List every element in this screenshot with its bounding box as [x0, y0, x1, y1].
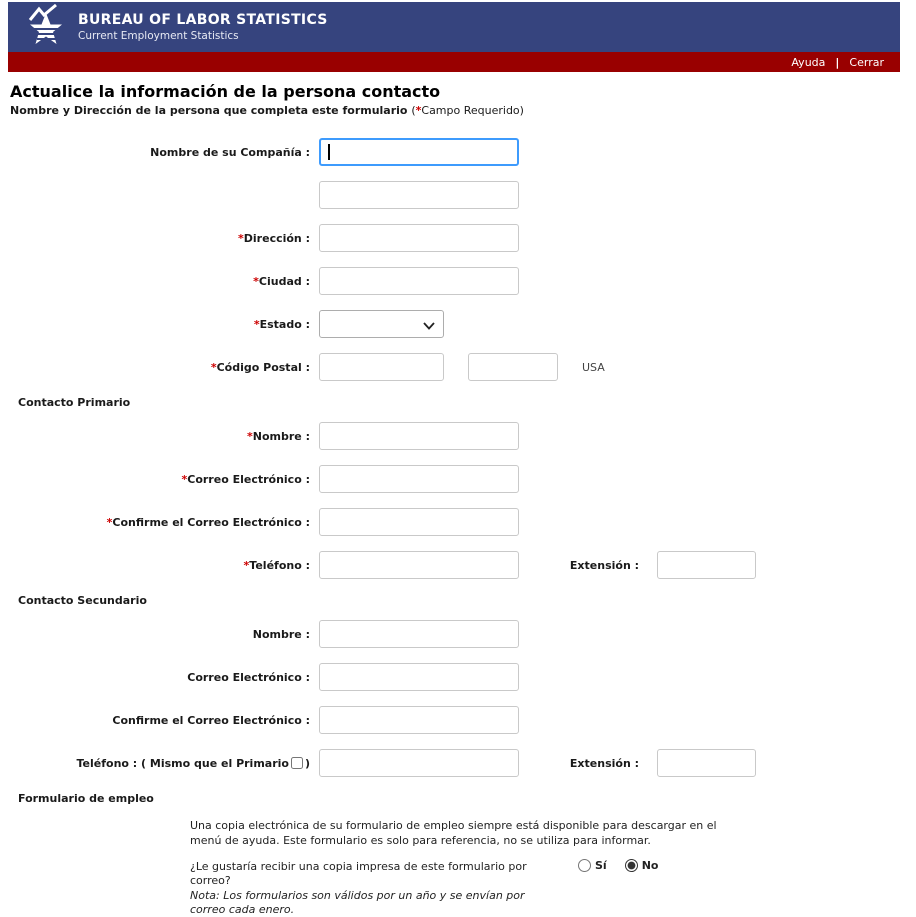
country-label: USA — [582, 361, 605, 374]
primary-confirm-email-label: *Confirme el Correo Electrónico : — [106, 516, 310, 529]
banner-titles — [78, 12, 328, 42]
main-content — [0, 72, 916, 917]
primary-email-label: *Correo Electrónico : — [181, 473, 310, 486]
secondary-phone-label: Teléfono : ( Mismo que el Primario ) — [76, 757, 310, 770]
radio-yes[interactable] — [578, 859, 591, 872]
company-name-row — [10, 138, 916, 166]
secondary-email-row — [10, 663, 916, 691]
program-subtitle: Current Employment Statistics — [78, 30, 239, 42]
page-title: Actualice la información de la persona contacto — [10, 82, 441, 101]
primary-confirm-email-row — [10, 508, 916, 536]
secondary-phone-input[interactable] — [319, 749, 519, 777]
radio-no[interactable] — [625, 859, 638, 872]
city-row — [10, 267, 916, 295]
required-star: * — [243, 559, 250, 572]
mail-question: ¿Le gustaría recibir una copia impresa de este formulario por correo? — [190, 860, 527, 887]
primary-name-label: *Nombre : — [247, 430, 310, 443]
state-row — [10, 310, 916, 338]
secondary-confirm-email-row — [10, 706, 916, 734]
nav-separator: | — [835, 55, 840, 69]
address-row — [10, 224, 916, 252]
secondary-name-label: Nombre : — [252, 628, 310, 641]
secondary-confirm-email-input[interactable] — [319, 706, 519, 734]
secondary-name-row — [10, 620, 916, 648]
company-name-input[interactable] — [319, 138, 519, 166]
primary-phone-row — [10, 551, 916, 579]
secondary-contact-section-title: Contacto Secundario — [18, 594, 147, 607]
primary-name-input[interactable] — [319, 422, 519, 450]
nav-bar — [8, 52, 900, 72]
radio-yes-label: Sí — [595, 859, 607, 872]
company-name2-label — [10, 181, 310, 189]
address-input[interactable] — [319, 224, 519, 252]
zip4-input[interactable] — [468, 353, 558, 381]
primary-email-input[interactable] — [319, 465, 519, 493]
mail-question-row — [190, 860, 916, 917]
primary-confirm-email-input[interactable] — [319, 508, 519, 536]
secondary-confirm-email-label: Confirme el Correo Electrónico : — [112, 714, 310, 727]
primary-extension-input[interactable] — [657, 551, 756, 579]
zip-input[interactable] — [319, 353, 444, 381]
secondary-extension-input[interactable] — [657, 749, 756, 777]
city-label: *Ciudad : — [253, 275, 310, 288]
state-select[interactable] — [319, 310, 444, 338]
zip-label: *Código Postal : — [210, 361, 310, 374]
required-star: * — [210, 361, 217, 374]
address-label: *Dirección : — [238, 232, 310, 245]
subtitle-text: Nombre y Dirección de la persona que completa este formulario — [10, 104, 408, 117]
radio-no-label: No — [641, 859, 659, 872]
required-note-open: ( — [411, 104, 416, 117]
text-caret — [328, 144, 330, 160]
primary-phone-input[interactable] — [319, 551, 519, 579]
secondary-extension-label: Extensión : — [569, 757, 639, 770]
required-note-text: Campo Requerido) — [421, 104, 524, 117]
agency-title: BUREAU OF LABOR STATISTICS — [78, 12, 328, 28]
primary-name-row — [10, 422, 916, 450]
required-star: * — [247, 430, 253, 443]
required-star: * — [253, 318, 260, 331]
secondary-email-label: Correo Electrónico : — [187, 671, 310, 684]
state-label: *Estado : — [253, 318, 310, 331]
same-as-primary-checkbox[interactable] — [291, 757, 303, 769]
employment-form-block — [190, 818, 916, 917]
header-banner — [8, 2, 900, 72]
primary-contact-section-title: Contacto Primario — [18, 396, 131, 409]
bls-logo-icon — [26, 4, 68, 51]
required-star: * — [238, 232, 244, 245]
primary-phone-label: *Teléfono : — [243, 559, 310, 572]
secondary-phone-row — [10, 749, 916, 777]
help-link[interactable]: Ayuda — [791, 55, 826, 69]
required-star: * — [415, 104, 422, 117]
secondary-email-input[interactable] — [319, 663, 519, 691]
company-name2-row — [10, 181, 916, 209]
primary-email-row — [10, 465, 916, 493]
zip-row — [10, 353, 916, 381]
mail-radio-group — [578, 859, 676, 872]
employment-form-info: Una copia electrónica de su formulario de empleo siempre está disponible para descargar en el menú de ayuda. Este formulario es solo para referencia, no se utiliza para informar. — [190, 819, 717, 847]
close-link[interactable]: Cerrar — [849, 55, 884, 69]
city-input[interactable] — [319, 267, 519, 295]
secondary-name-input[interactable] — [319, 620, 519, 648]
required-star: * — [181, 473, 188, 486]
company-name2-input[interactable] — [319, 181, 519, 209]
required-star: * — [106, 516, 113, 529]
company-name-label: Nombre de su Compañía : — [150, 146, 310, 159]
primary-extension-label: Extensión : — [569, 559, 639, 572]
required-star: * — [253, 275, 259, 288]
page — [0, 2, 916, 917]
page-subtitle — [10, 104, 916, 117]
bls-header — [8, 2, 900, 52]
employment-form-section-title: Formulario de empleo — [18, 792, 154, 805]
mail-note: Nota: Los formularios son válidos por un año y se envían por correo cada enero. — [190, 889, 525, 916]
